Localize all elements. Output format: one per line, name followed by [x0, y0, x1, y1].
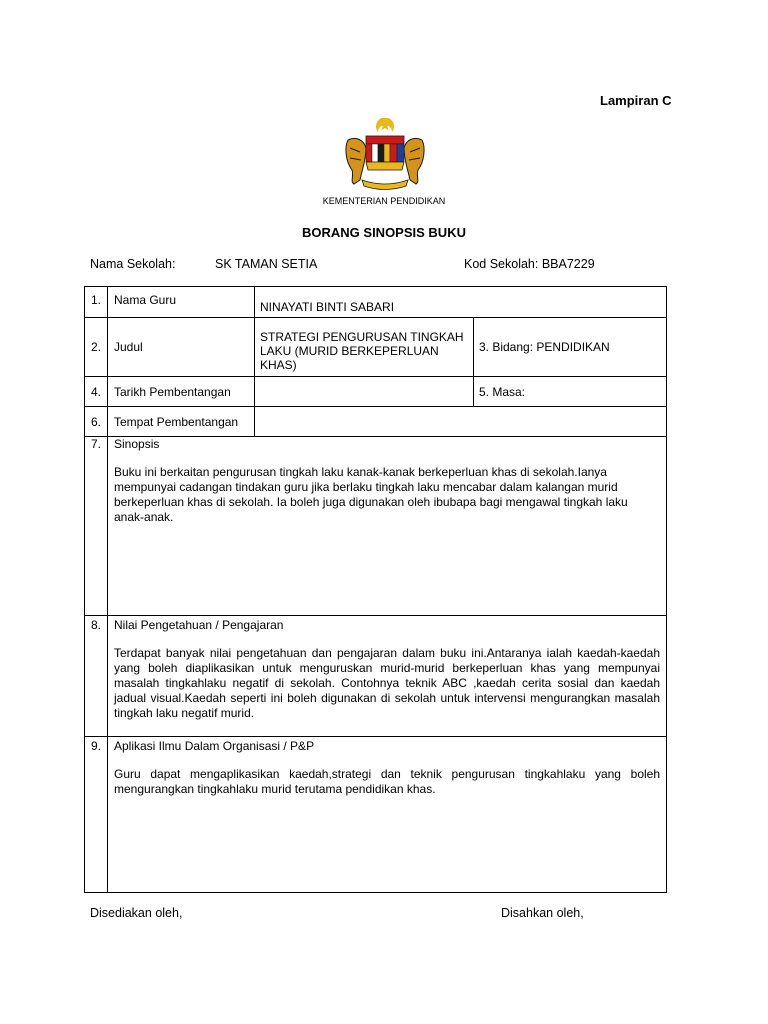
- tarikh-value: [255, 377, 474, 407]
- row-label: Tarikh Pembentangan: [108, 377, 255, 407]
- section-heading: Sinopsis: [114, 437, 160, 451]
- row-number: 1.: [85, 287, 108, 318]
- row-aplikasi: [85, 737, 667, 893]
- row-nama-guru: [85, 287, 667, 318]
- prepared-by-label: Disediakan oleh,: [90, 906, 183, 920]
- bidang-field: 3. Bidang: PENDIDIKAN: [474, 318, 667, 377]
- row-label: Nama Guru: [108, 287, 255, 318]
- nama-guru-value: NINAYATI BINTI SABARI: [255, 287, 667, 318]
- school-name-label: Nama Sekolah:: [90, 257, 176, 271]
- row-number: 9.: [85, 737, 108, 893]
- school-code: Kod Sekolah: BBA7229: [464, 257, 595, 271]
- nilai-cell: [108, 616, 667, 737]
- row-nilai: [85, 616, 667, 737]
- judul-value: STRATEGI PENGURUSAN TINGKAH LAKU (MURID BERKEPERLUAN KHAS): [255, 318, 474, 377]
- row-tempat: [85, 407, 667, 437]
- section-heading: Nilai Pengetahuan / Pengajaran: [114, 618, 284, 632]
- ministry-name: KEMENTERIAN PENDIDIKAN: [322, 196, 446, 206]
- row-number: 2.: [85, 318, 108, 377]
- masa-field: 5. Masa:: [474, 377, 667, 407]
- approved-by-label: Disahkan oleh,: [501, 906, 584, 920]
- section-heading: Aplikasi Ilmu Dalam Organisasi / P&P: [114, 739, 315, 753]
- row-number: 6.: [85, 407, 108, 437]
- row-number: 8.: [85, 616, 108, 737]
- row-judul: [85, 318, 667, 377]
- form-title: BORANG SINOPSIS BUKU: [302, 225, 466, 240]
- synopsis-form-table: [84, 286, 667, 893]
- nilai-text: Terdapat banyak nilai pengetahuan dan pengajaran dalam buku ini.Antaranya ialah kaedah-kaedah yang boleh diaplikasikan untuk menguruskan murid-murid berkeperluan khas yang mempunyai masalah tingkahlaku negatif di sekolah. Contohnya teknik ABC ,kaedah cerita sosial dan kaedah jadual visual.Kaedah seperti ini boleh digunakan di sekolah untuk intervensi mengurangkan masalah tingkah laku negatif murid.: [114, 646, 660, 720]
- row-sinopsis: [85, 437, 667, 616]
- row-label: Judul: [108, 318, 255, 377]
- tempat-value: [255, 407, 667, 437]
- aplikasi-text: Guru dapat mengaplikasikan kaedah,strategi dan teknik pengurusan tingkahlaku yang boleh mengurangkan tingkahlaku murid terutama pendidikan khas.: [114, 767, 660, 796]
- sinopsis-text: Buku ini berkaitan pengurusan tingkah laku kanak-kanak berkeperluan khas di sekolah.Ianya mempunyai cadangan tindakan guru jika berlaku tingkah laku mencabar dalam kalangan murid berkeperluan khas di sekolah. Ia boleh juga digunakan oleh ibubapa bagi mengawal tingkah laku anak-anak.: [114, 465, 628, 524]
- row-number: 4.: [85, 377, 108, 407]
- school-name-value: SK TAMAN SETIA: [215, 257, 318, 271]
- row-tarikh: [85, 377, 667, 407]
- row-number: 7.: [85, 437, 108, 616]
- malaysia-crest-icon: [340, 118, 430, 194]
- sinopsis-cell: [108, 437, 667, 616]
- row-label: Tempat Pembentangan: [108, 407, 255, 437]
- aplikasi-cell: [108, 737, 667, 893]
- lampiran-label: Lampiran C: [600, 93, 672, 108]
